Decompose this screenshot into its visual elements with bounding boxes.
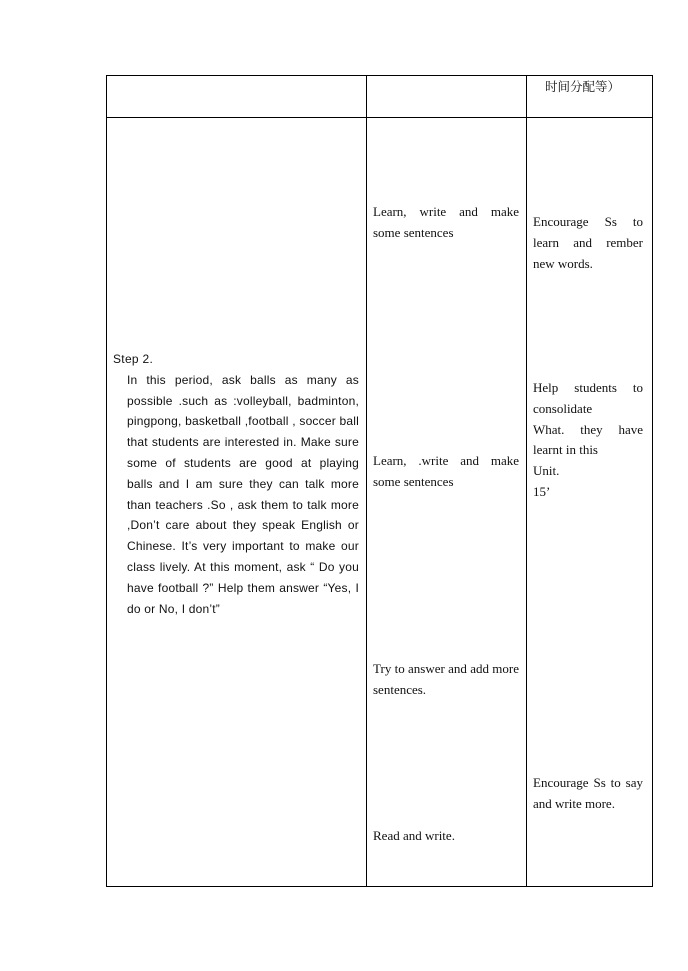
teacher-aim-3: Encourage Ss to say and write more.: [533, 775, 643, 811]
student-activity-2: Learn, .write and make some sentences: [373, 453, 519, 489]
teacher-aim-2-line: Help students to consolidate: [533, 380, 643, 416]
teacher-aim-1: Encourage Ss to learn and rember new words.: [533, 214, 643, 271]
teacher-aim-cell: [527, 118, 653, 887]
table-header-row: [107, 76, 653, 118]
header-cell-step: [107, 76, 367, 118]
header-cell-time: [527, 76, 653, 118]
step-description: In this period, ask balls as many as possible .such as :volleyball, badminton, pingpong, basketball ,football , soccer ball that students are interested in. Make sure some of students are good at playing balls and I am sure they can talk more than teachers .So , ask them to talk more ,Don’t care about they speak English or Chinese. It’s very important to make our class lively. At this moment, ask “ Do you have football ?” Help them answer “Yes, I do or No, I don’t”: [127, 372, 359, 616]
step-title: Step 2.: [113, 352, 154, 366]
student-activity-4: Read and write.: [373, 828, 455, 843]
student-activity-1: Learn, write and make some sentences: [373, 204, 519, 240]
student-activity-cell: [367, 118, 527, 887]
table-body-row: [107, 118, 653, 887]
step-content: [113, 349, 359, 619]
header-cell-student: [367, 76, 527, 118]
time-allocation-note: 时间分配等）: [545, 79, 621, 94]
student-activity-3: Try to answer and add more sentences.: [373, 661, 519, 697]
teacher-aim-2-line: What. they have learnt in this: [533, 421, 643, 458]
step-cell: [107, 118, 367, 887]
lesson-plan-table: [106, 75, 653, 887]
time-duration: 15’: [533, 483, 551, 499]
teacher-aim-2-line: Unit.: [533, 463, 560, 479]
teacher-aim-2: [533, 378, 643, 503]
